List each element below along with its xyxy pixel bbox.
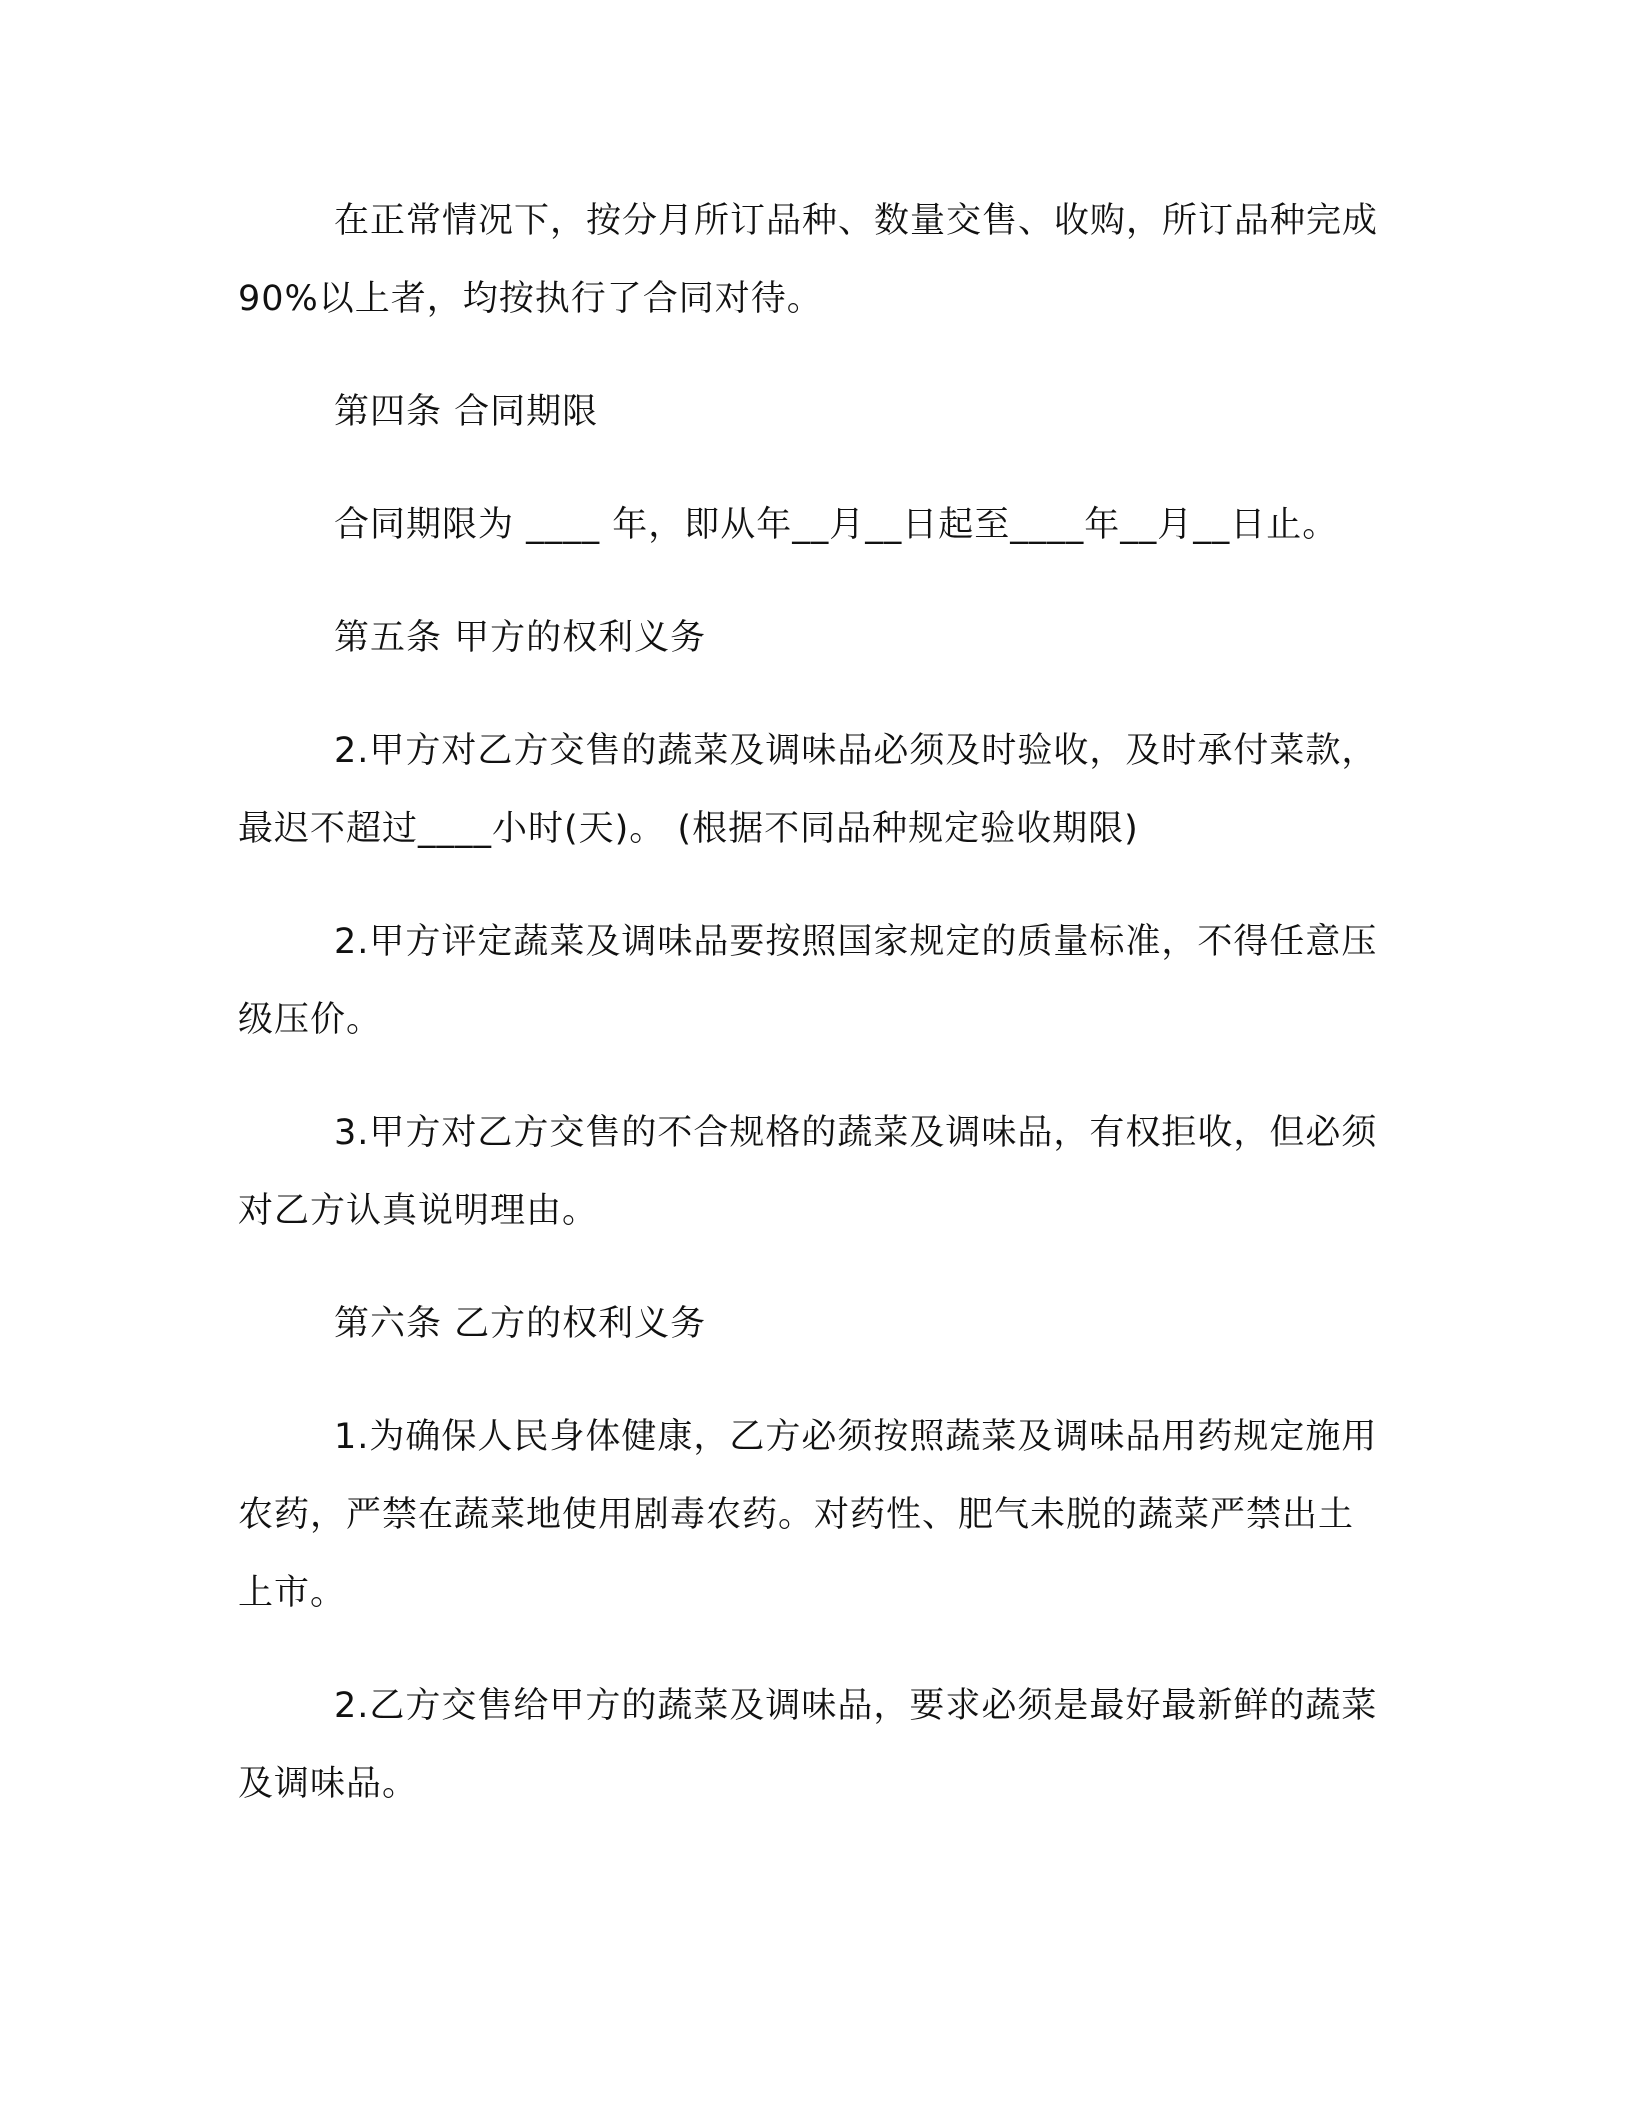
heading-text: 第四条 合同期限 (334, 392, 599, 432)
paragraph-text: 1.为确保人民身体健康，乙方必须按照蔬菜及调味品用药规定施用农药，严禁在蔬菜地使用剧毒农药。对药性、肥气未脱的蔬菜严禁出土上市。 (238, 1417, 1378, 1613)
heading-text: 第六条 乙方的权利义务 (334, 1304, 707, 1344)
paragraph-party-a-rejection (238, 1094, 1388, 1250)
heading-text: 第五条 甲方的权利义务 (334, 618, 707, 658)
article-4-heading (238, 373, 1388, 451)
paragraph-text: 在正常情况下，按分月所订品种、数量交售、收购，所订品种完成 90%以上者，均按执行了合同对待。 (238, 201, 1379, 319)
article-6-heading (238, 1285, 1388, 1363)
paragraph-party-a-acceptance (238, 712, 1388, 868)
article-5-heading (238, 599, 1388, 677)
paragraph-party-a-quality (238, 903, 1388, 1059)
paragraph-party-b-freshness (238, 1667, 1388, 1823)
paragraph-text: 3.甲方对乙方交售的不合规格的蔬菜及调味品，有权拒收，但必须对乙方认真说明理由。 (238, 1113, 1378, 1231)
paragraph-text: 2.甲方评定蔬菜及调味品要按照国家规定的质量标准，不得任意压级压价。 (238, 922, 1378, 1040)
document-body (238, 182, 1388, 1858)
paragraph-order-fulfillment (238, 182, 1388, 338)
paragraph-text: 2.甲方对乙方交售的蔬菜及调味品必须及时验收，及时承付菜款，最迟不超过____小时(天)。 (根据不同品种规定验收期限) (238, 731, 1378, 849)
paragraph-party-b-pesticide (238, 1398, 1388, 1632)
paragraph-text: 2.乙方交售给甲方的蔬菜及调味品，要求必须是最好最新鲜的蔬菜及调味品。 (238, 1686, 1378, 1804)
paragraph-text: 合同期限为 ____ 年，即从年__月__日起至____年__月__日止。 (334, 505, 1339, 545)
paragraph-contract-term (238, 486, 1388, 564)
